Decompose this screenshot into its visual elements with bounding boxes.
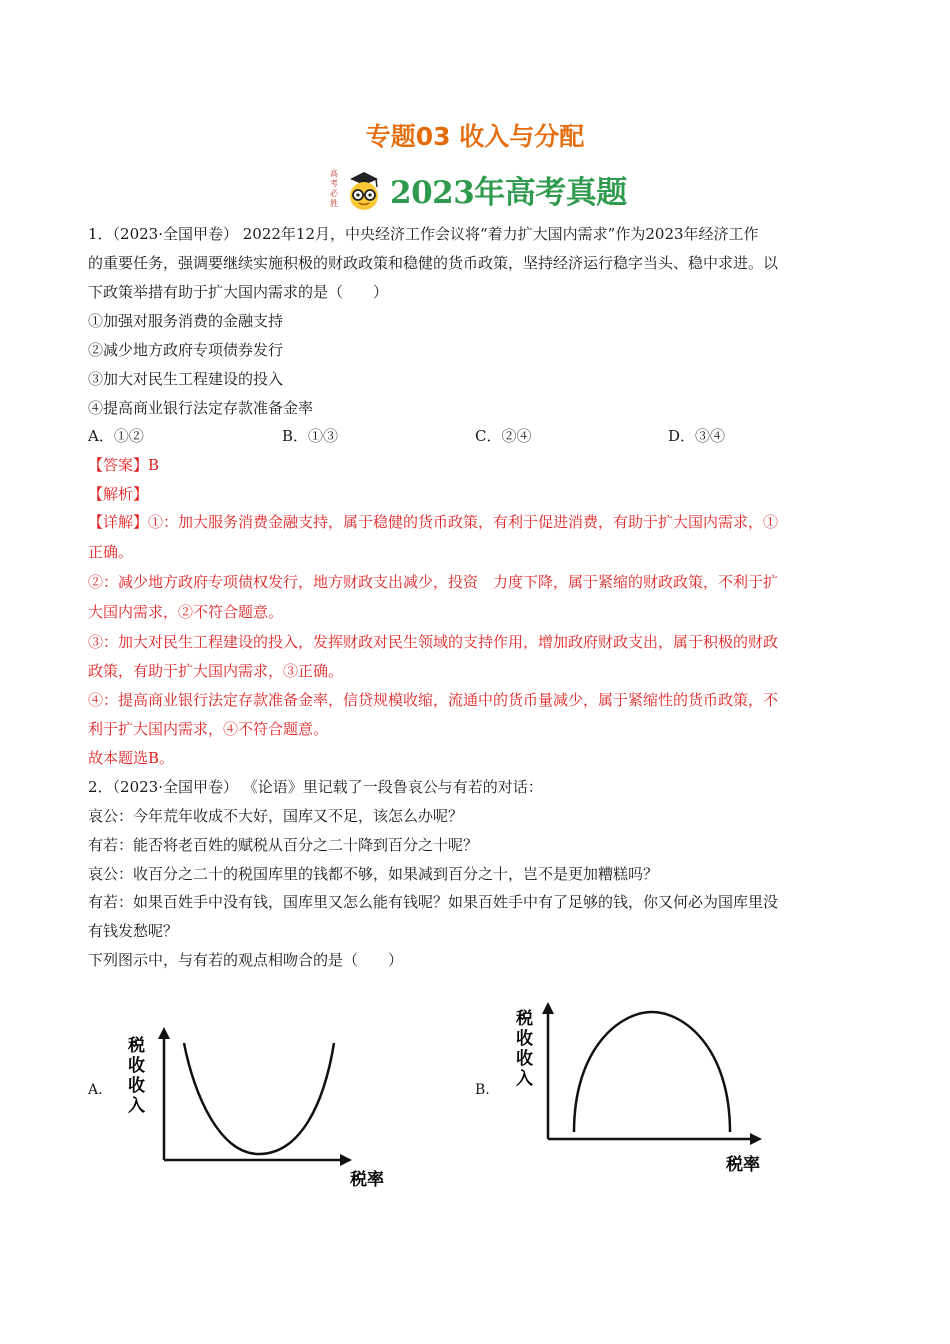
q2-line-2: 哀公：今年荒年收成不大好，国库又不足，该怎么办呢？	[88, 807, 464, 825]
q2-line-7: 下列图示中，与有若的观点相吻合的是（ ）	[88, 951, 404, 969]
mascot-icon	[344, 167, 384, 211]
figure-b-ylabel-2: 收	[516, 1029, 533, 1049]
q1-stem-line-2: 的重要任务，强调要继续实施积极的财政政策和稳健的货币政策，坚持经济运行稳字当头、稳中求进。以	[88, 254, 779, 272]
q1-detail-line-6: 政策，有助于扩大国内需求，③正确。	[88, 662, 344, 680]
q2-line-1: 2．（2023·全国甲卷） 《论语》里记载了一段鲁哀公与有若的对话：	[88, 778, 543, 796]
q1-item-2: ②减少地方政府专项债券发行	[88, 341, 284, 359]
figure-b-curve	[574, 1012, 730, 1132]
q1-option-c: C．②④	[475, 427, 532, 445]
figure-a-curve	[184, 1043, 334, 1154]
q1-stem-line-3: 下政策举措有助于扩大国内需求的是（ ）	[88, 283, 389, 301]
figure-a-xlabel: 税率	[350, 1170, 384, 1190]
figure-a-diagram	[120, 1025, 400, 1195]
q1-item-4: ④提高商业银行法定存款准备金率	[88, 399, 314, 417]
q1-item-1: ①加强对服务消费的金融支持	[88, 312, 284, 330]
figure-a-label: A.	[88, 1082, 103, 1098]
figure-a-ylabel-4: 入	[128, 1096, 145, 1116]
figure-b-y-arrow	[542, 1002, 554, 1014]
figure-b-label: B.	[475, 1082, 490, 1098]
q1-detail-line-7: ④：提高商业银行法定存款准备金率，信贷规模收缩，流通中的货币量减少，属于紧缩性的货币政策，不	[88, 691, 779, 709]
q1-conclusion: 故本题选B。	[88, 749, 175, 767]
figure-b-xlabel: 税率	[726, 1155, 760, 1175]
banner-side-text: 高考必胜	[330, 169, 338, 208]
banner-text: 2023年高考真题	[390, 174, 627, 211]
q1-option-d: D．③④	[668, 427, 726, 445]
q1-option-b: B．①③	[282, 427, 339, 445]
q1-detail-line-3: ②：减少地方政府专项债权发行，地方财政支出减少，投资 力度下降，属于紧缩的财政政策，不利于扩	[88, 573, 779, 591]
answer-value: B	[148, 456, 160, 474]
figure-a-ylabel-3: 收	[128, 1076, 145, 1096]
exam-banner	[330, 165, 627, 213]
figure-a-y-arrow	[158, 1027, 170, 1039]
figure-a-ylabel-2: 收	[128, 1056, 145, 1076]
q1-item-3: ③加大对民生工程建设的投入	[88, 370, 284, 388]
figure-b-x-arrow	[750, 1133, 762, 1145]
q2-line-5: 有若：如果百姓手中没有钱，国库里又怎么能有钱呢？如果百姓手中有了足够的钱，你又何必为国库里没	[88, 893, 779, 911]
figure-b-ylabel-3: 收	[516, 1049, 533, 1069]
page-title: 专题03 收入与分配	[365, 122, 585, 151]
q1-detail-line-5: ③：加大对民生工程建设的投入，发挥财政对民生领域的支持作用，增加政府财政支出，属于积极的财政	[88, 633, 779, 651]
q1-detail-line-8: 利于扩大国内需求，④不符合题意。	[88, 720, 329, 738]
q2-line-4: 哀公：收百分之二十的税国库里的钱都不够，如果减到百分之十，岂不是更加糟糕吗？	[88, 865, 659, 883]
q1-answer	[88, 455, 159, 475]
figure-b-ylabel-4: 入	[516, 1069, 533, 1089]
q2-line-3: 有若：能否将老百姓的赋税从百分之二十降到百分之十呢？	[88, 836, 479, 854]
figure-a-ylabel-1: 税	[128, 1036, 145, 1056]
q1-detail-line-2: 正确。	[88, 543, 134, 561]
figure-b-diagram	[510, 1000, 790, 1180]
q1-stem-line-1: 1．（2023·全国甲卷） 2022年12月，中央经济工作会议将“着力扩大国内需求”作为2023年经济工作	[88, 225, 759, 243]
figure-b-ylabel-1: 税	[516, 1009, 533, 1029]
q2-line-6: 有钱发愁呢？	[88, 922, 179, 940]
q1-detail-line-4: 大国内需求，②不符合题意。	[88, 603, 284, 621]
q1-option-a: A．①②	[88, 427, 144, 445]
answer-tag: 【答案】	[88, 456, 149, 474]
q1-analysis-tag: 【解析】	[88, 485, 149, 503]
q1-detail-line-1: 【详解】①：加大服务消费金融支持，属于稳健的货币政策，有利于促进消费，有助于扩大国内需求，①	[88, 513, 779, 531]
figure-a-x-arrow	[340, 1154, 352, 1166]
